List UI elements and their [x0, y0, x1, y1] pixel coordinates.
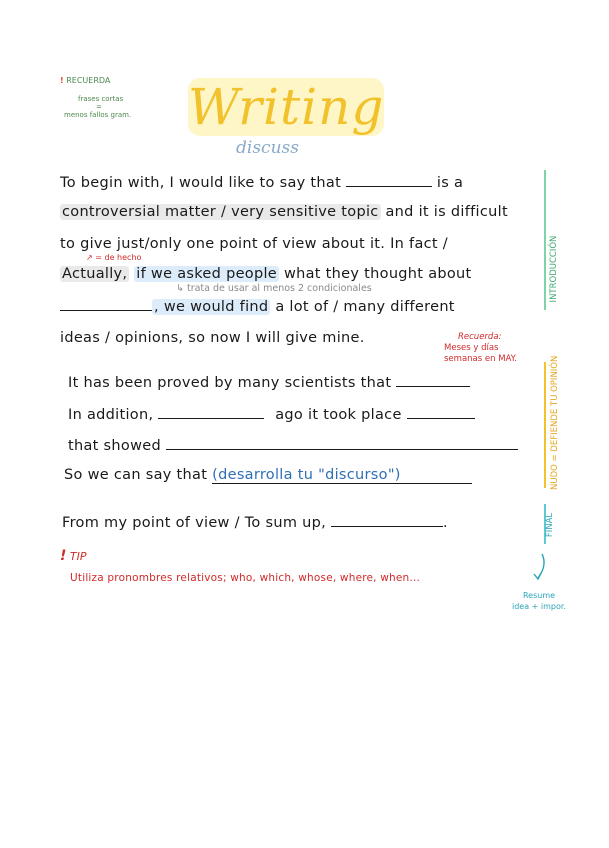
recuerda-note [60, 76, 131, 119]
blank-3[interactable] [396, 374, 470, 387]
recuerda-meses-note [444, 332, 517, 365]
intro-line-2: controversial matter / very sensitive topic and it is difficult [62, 204, 508, 220]
nudo-line-3: that showed [68, 437, 518, 454]
intro-line-1: To begin with, I would like to say that is a [60, 175, 464, 191]
intro-line-5: , we would find a lot of / many different [60, 298, 455, 315]
resume-line2: idea + impor. [512, 602, 566, 611]
blank-2[interactable] [60, 298, 152, 311]
intro-line-3: to give just/only one point of view about it. In fact / [60, 236, 448, 252]
blank-6[interactable] [166, 437, 518, 450]
tip-text: Utiliza pronombres relativos; who, which, whose, where, when... [70, 572, 421, 584]
resume-line1: Resume [522, 591, 556, 600]
intro-line-4: Actually, if we asked people what they thought about [62, 266, 472, 282]
nudo-line-1: It has been proved by many scientists that [68, 374, 470, 391]
recuerda-meses-line1: Meses y días [444, 343, 499, 353]
intro-side-label: INTRODUCCIÓN [549, 235, 559, 303]
intro-bracket [544, 170, 546, 310]
blank-1[interactable] [346, 174, 432, 187]
page-title: Writing [188, 78, 385, 136]
recuerda-heading: RECUERDA [66, 76, 111, 85]
nudo-line-2: In addition, ago it took place [68, 406, 475, 423]
curved-arrow-icon [528, 552, 552, 582]
final-line: From my point of view / To sum up, . [62, 515, 448, 531]
recuerda-meses-label: Recuerda: [458, 332, 502, 342]
nudo-side-label: NUDO = DEFIENDE TU OPINIÓN [550, 355, 560, 490]
resume-note [512, 590, 566, 612]
final-side-label: FINAL [545, 512, 555, 538]
blank-4[interactable] [158, 406, 264, 419]
tip-label: TIP [69, 550, 87, 563]
recuerda-meses-line2: semanas en MAY. [444, 354, 517, 364]
exclamation-icon: ! [60, 76, 64, 85]
recuerda-line1: frases cortas [78, 95, 124, 103]
nudo-bracket [544, 362, 546, 488]
page-subtitle: discuss [236, 138, 299, 158]
note-de-hecho: ↗ = de hecho [86, 253, 142, 262]
note-condicionales: ↳ trata de usar al menos 2 condicionales [176, 283, 372, 294]
desarrolla-note: (desarrolla tu "discurso") [212, 467, 472, 484]
exclamation-icon: ! [60, 548, 67, 564]
recuerda-equals: = [96, 103, 102, 111]
tip-heading [60, 548, 87, 564]
nudo-line-4: So we can say that (desarrolla tu "discurso") [64, 467, 472, 484]
intro-line-6: ideas / opinions, so now I will give mine. [60, 330, 365, 346]
blank-5[interactable] [407, 406, 475, 419]
recuerda-line2: menos fallos gram. [64, 111, 132, 119]
blank-7[interactable] [331, 514, 443, 527]
